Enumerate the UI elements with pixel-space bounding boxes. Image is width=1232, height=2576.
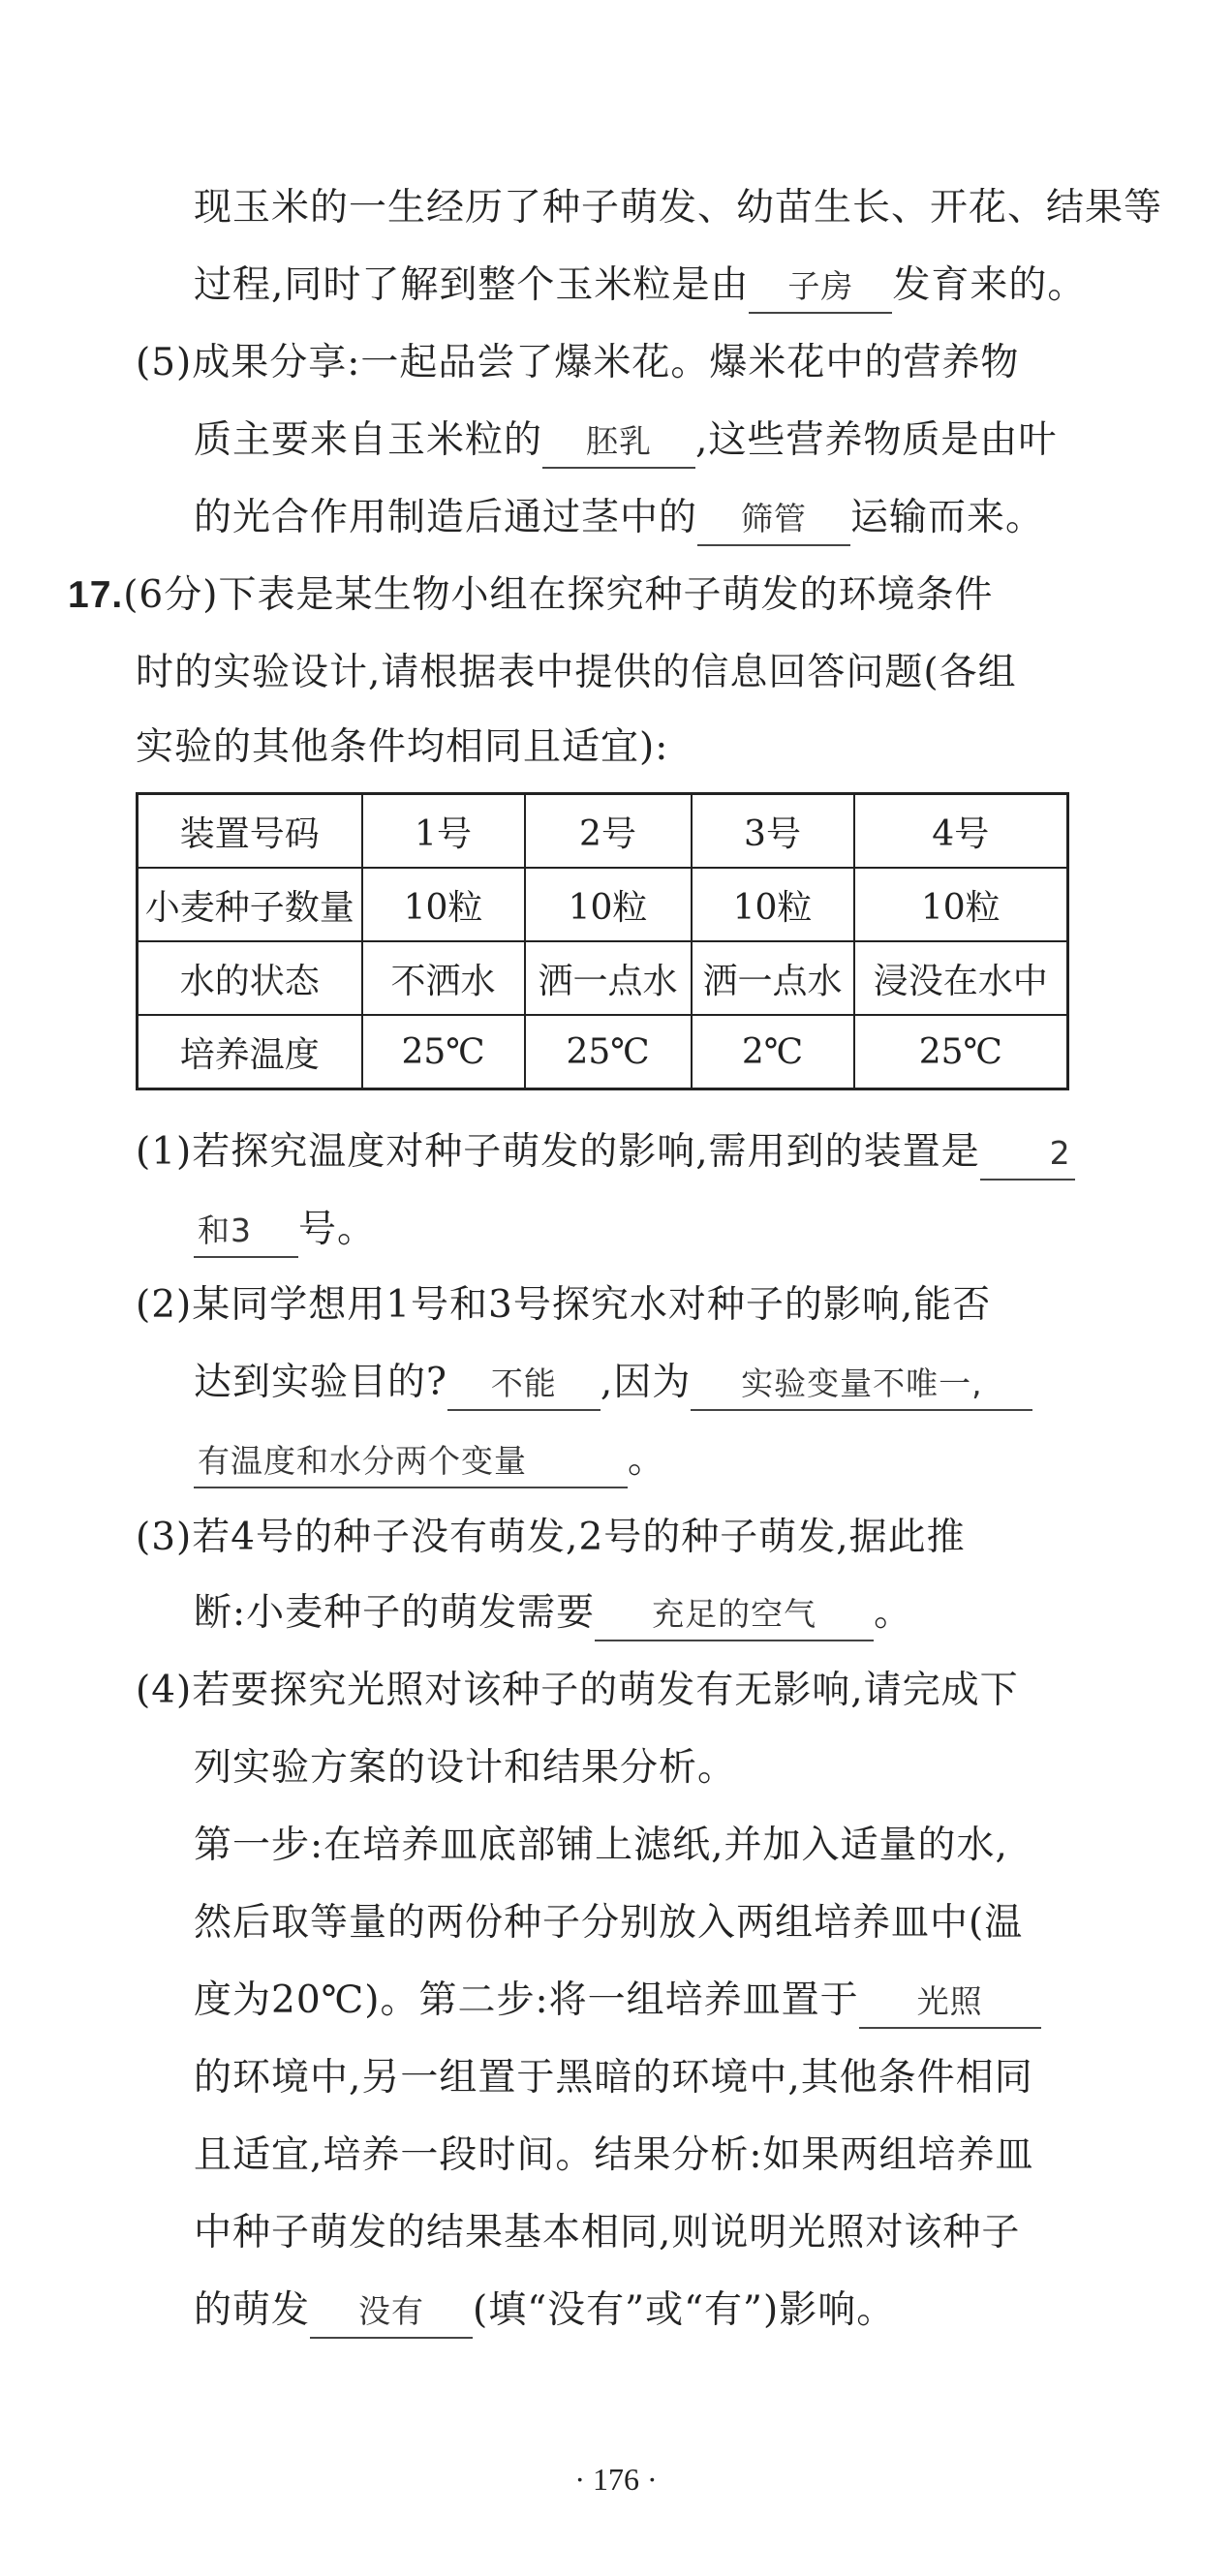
question-17-stem: 17.(6分)下表是某生物小组在探究种子萌发的环境条件 [68,573,994,617]
text-line: 断:小麦种子的萌发需要 充足的空气 。 [194,1584,912,1642]
table-cell: 10粒 [525,868,692,941]
text-line: 的环境中,另一组置于黑暗的环境中,其他条件相同 [194,2056,1033,2100]
answer-blank: 有温度和水分两个变量 [194,1436,628,1488]
table-cell: 浸没在水中 [854,941,1068,1015]
answer-blank: 充足的空气 [595,1589,874,1641]
answer-blank: 筛管 [697,494,850,546]
table-header-cell: 3号 [692,794,854,869]
experiment-table [136,792,1069,1090]
text-line: 和3 号。 [194,1201,376,1259]
text-line: (5)成果分享:一起品尝了爆米花。爆米花中的营养物 [136,341,1020,384]
table-cell: 不洒水 [362,941,525,1015]
text-line: (3)若4号的种子没有萌发,2号的种子萌发,据此推 [136,1516,966,1559]
text-line: (1)若探究温度对种子萌发的影响,需用到的装置是 2 [136,1123,1075,1181]
answer-blank: 光照 [859,1977,1041,2029]
table-header-row [138,794,1068,869]
text-line: 且适宜,培养一段时间。结果分析:如果两组培养皿 [194,2133,1034,2177]
table-cell: 洒一点水 [525,941,692,1015]
text-line: 的萌发 没有 (填“没有”或“有”)影响。 [194,2282,895,2340]
table-row [138,1015,1068,1089]
answer-blank: 和3 [194,1206,298,1258]
table-cell: 小麦种子数量 [138,868,362,941]
text-line: 有温度和水分两个变量 。 [194,1431,666,1489]
text-line: 达到实验目的? 不能 ,因为 实验变量不唯一, [194,1354,1032,1412]
answer-blank: 胚乳 [542,416,695,469]
answer-blank: 2 [980,1128,1075,1181]
answer-blank: 没有 [310,2286,473,2339]
text-line: 实验的其他条件均相同且适宜): [136,725,669,769]
text-line: 中种子萌发的结果基本相同,则说明光照对该种子 [194,2211,1021,2254]
table-cell: 水的状态 [138,941,362,1015]
answer-blank: 不能 [447,1359,601,1411]
text-line: 然后取等量的两份种子分别放入两组培养皿中(温 [194,1901,1024,1945]
table-cell: 25℃ [525,1015,692,1089]
text-line: 现玉米的一生经历了种子萌发、幼苗生长、开花、结果等 [194,186,1163,230]
table-cell: 培养温度 [138,1015,362,1089]
table-cell: 25℃ [362,1015,525,1089]
answer-blank: 实验变量不唯一, [691,1359,1032,1411]
table-cell: 10粒 [854,868,1068,941]
table-row [138,941,1068,1015]
text-line: 列实验方案的设计和结果分析。 [194,1746,737,1790]
table-cell: 25℃ [854,1015,1068,1089]
table-cell: 洒一点水 [692,941,854,1015]
table-row [138,868,1068,941]
answer-blank: 子房 [749,261,892,314]
table-cell: 2℃ [692,1015,854,1089]
text-line: 的光合作用制造后通过茎中的 筛管 运输而来。 [194,489,1044,547]
text-line: 时的实验设计,请根据表中提供的信息回答问题(各组 [136,651,1017,694]
text-line: 过程,同时了解到整个玉米粒是由 子房 发育来的。 [194,257,1086,315]
table-header-cell: 2号 [525,794,692,869]
table-header-cell: 1号 [362,794,525,869]
text-line: 质主要来自玉米粒的 胚乳 ,这些营养物质是由叶 [194,412,1057,470]
text-line: 第一步:在培养皿底部铺上滤纸,并加入适量的水, [194,1824,1008,1867]
text-line: (4)若要探究光照对该种子的萌发有无影响,请完成下 [136,1669,1019,1712]
table-header-cell: 4号 [854,794,1068,869]
page-number: · 176 · [574,2462,658,2497]
question-number: 17. [68,574,124,616]
text-line: 度为20℃)。第二步:将一组培养皿置于 光照 [194,1972,1041,2030]
table-header-cell: 装置号码 [138,794,362,869]
text-line: (2)某同学想用1号和3号探究水对种子的影响,能否 [136,1283,992,1327]
table-cell: 10粒 [692,868,854,941]
table-cell: 10粒 [362,868,525,941]
